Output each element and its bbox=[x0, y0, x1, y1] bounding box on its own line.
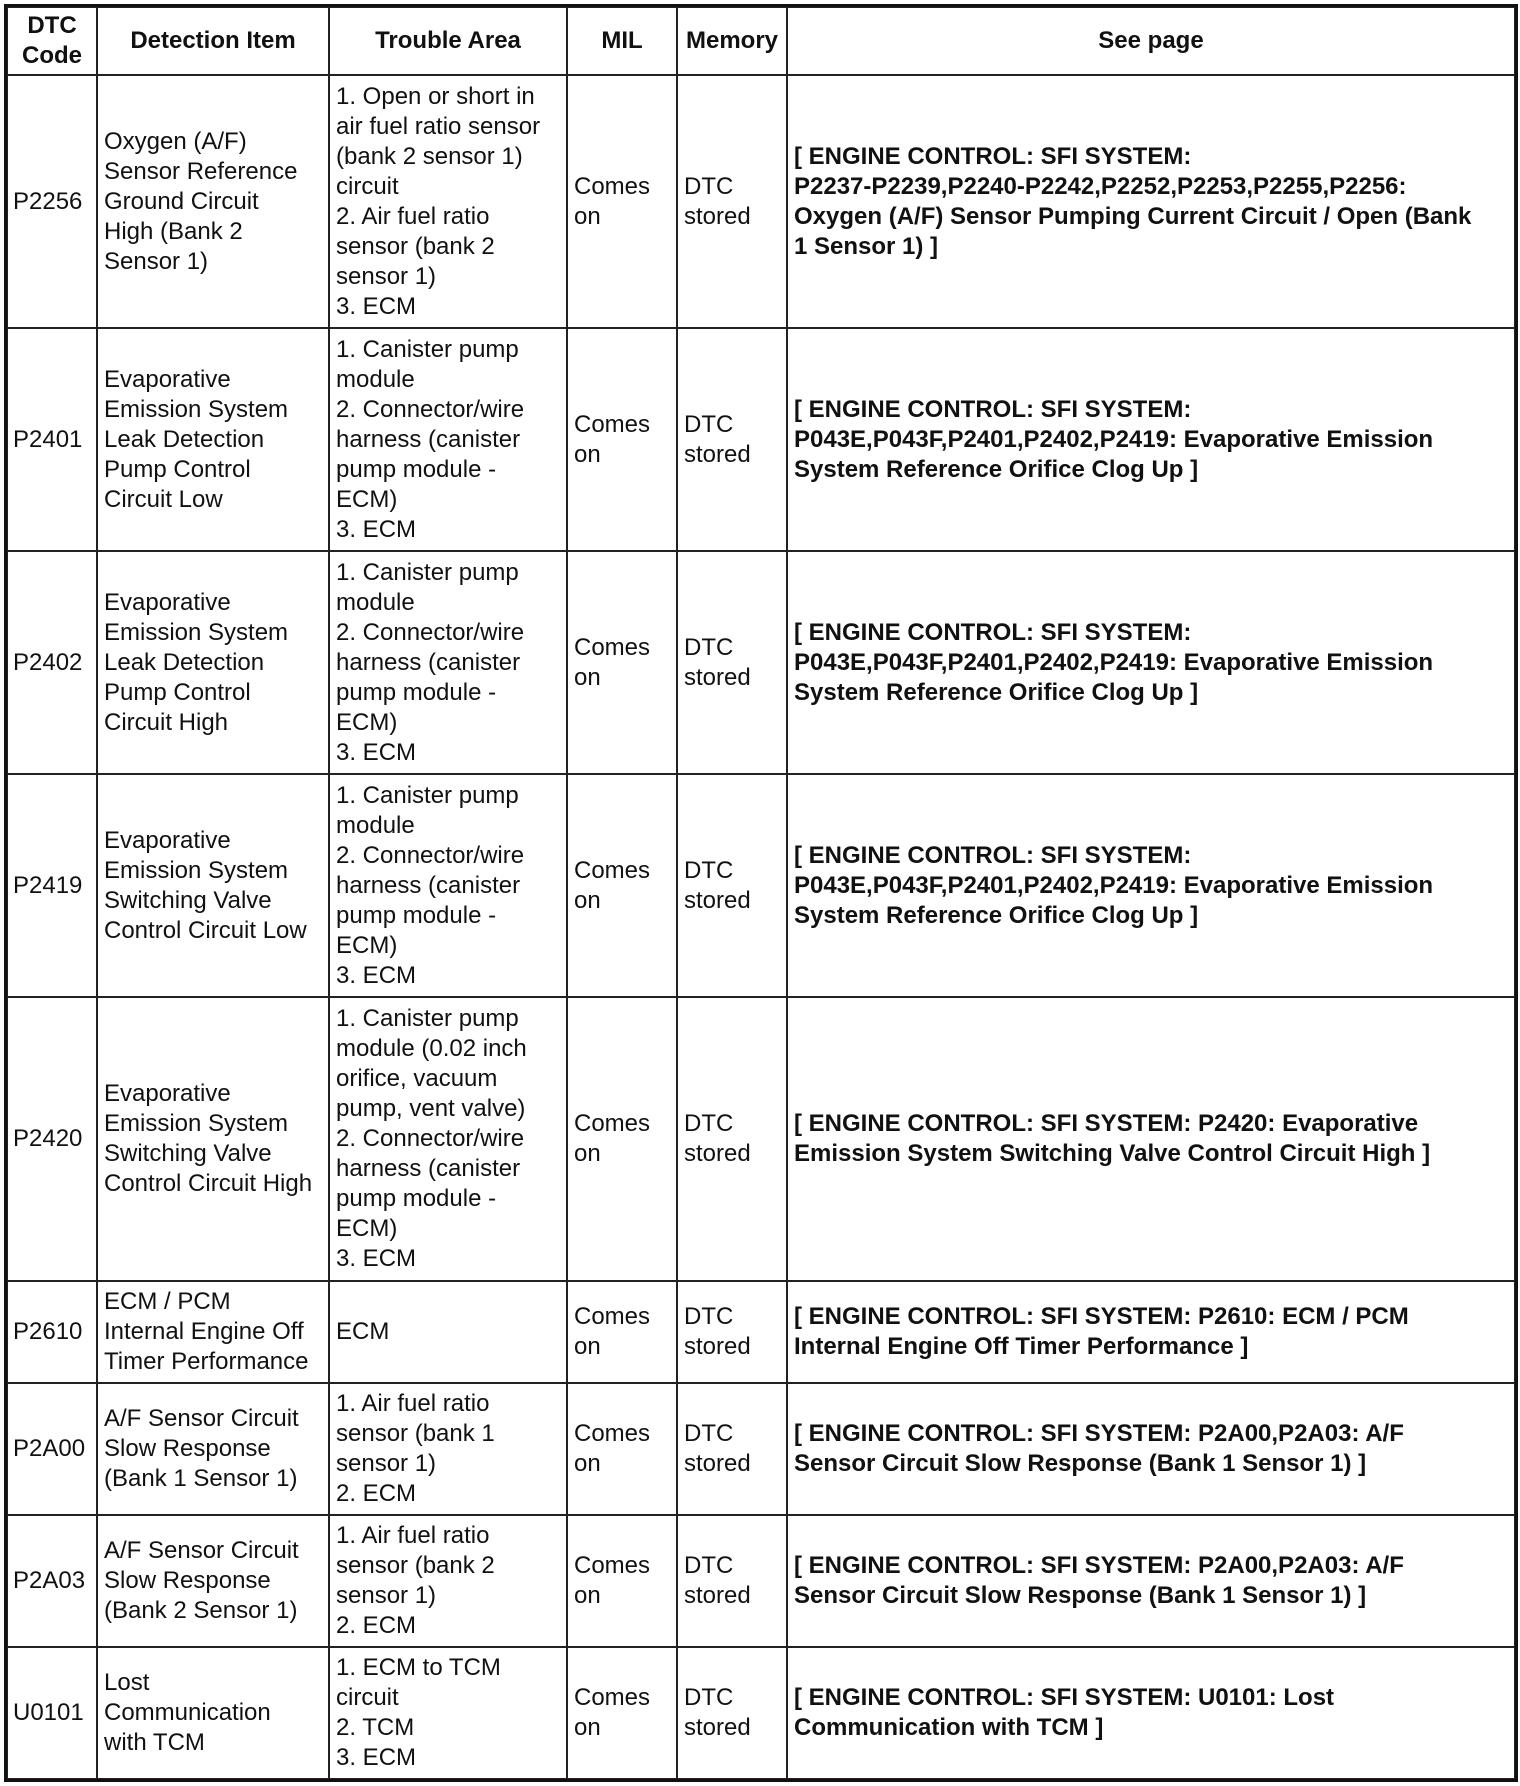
detection-item-cell: ECM / PCM Internal Engine Off Timer Performance bbox=[97, 1281, 329, 1383]
dtc-code-cell: P2A00 bbox=[7, 1383, 97, 1515]
detection-item-cell: Lost Communication with TCM bbox=[97, 1647, 329, 1779]
trouble-area-cell: 1. Open or short in air fuel ratio sensor (bank 2 sensor 1) circuit 2. Air fuel ratio sensor (bank 2 sensor 1) 3. ECM bbox=[329, 75, 567, 328]
dtc-table bbox=[6, 6, 1516, 1780]
header-detection-item: Detection Item bbox=[97, 7, 329, 75]
mil-cell: Comes on bbox=[567, 1515, 677, 1647]
table-row bbox=[7, 328, 1515, 551]
detection-item-cell: A/F Sensor Circuit Slow Response (Bank 1 Sensor 1) bbox=[97, 1383, 329, 1515]
see-page-link[interactable]: [ ENGINE CONTROL: SFI SYSTEM: P2A00,P2A03: A/F Sensor Circuit Slow Response (Bank 1 Sensor 1) ] bbox=[787, 1383, 1515, 1515]
mil-cell: Comes on bbox=[567, 551, 677, 774]
memory-cell: DTC stored bbox=[677, 1281, 787, 1383]
trouble-area-cell: 1. Canister pump module 2. Connector/wire harness (canister pump module - ECM) 3. ECM bbox=[329, 328, 567, 551]
trouble-area-cell: 1. ECM to TCM circuit 2. TCM 3. ECM bbox=[329, 1647, 567, 1779]
mil-cell: Comes on bbox=[567, 1647, 677, 1779]
detection-item-cell: Evaporative Emission System Leak Detection Pump Control Circuit High bbox=[97, 551, 329, 774]
table-row bbox=[7, 551, 1515, 774]
see-page-link[interactable]: [ ENGINE CONTROL: SFI SYSTEM: U0101: Lost Communication with TCM ] bbox=[787, 1647, 1515, 1779]
header-mil: MIL bbox=[567, 7, 677, 75]
header-see-page: See page bbox=[787, 7, 1515, 75]
dtc-code-cell: U0101 bbox=[7, 1647, 97, 1779]
trouble-area-cell: 1. Canister pump module 2. Connector/wire harness (canister pump module - ECM) 3. ECM bbox=[329, 551, 567, 774]
mil-cell: Comes on bbox=[567, 1281, 677, 1383]
trouble-area-cell: 1. Air fuel ratio sensor (bank 1 sensor 1) 2. ECM bbox=[329, 1383, 567, 1515]
trouble-area-cell: ECM bbox=[329, 1281, 567, 1383]
memory-cell: DTC stored bbox=[677, 328, 787, 551]
see-page-link[interactable]: [ ENGINE CONTROL: SFI SYSTEM: P043E,P043F,P2401,P2402,P2419: Evaporative Emission System Reference Orifice Clog Up ] bbox=[787, 551, 1515, 774]
table-row bbox=[7, 1515, 1515, 1647]
table-body bbox=[7, 75, 1515, 1779]
memory-cell: DTC stored bbox=[677, 551, 787, 774]
memory-cell: DTC stored bbox=[677, 997, 787, 1281]
dtc-code-cell: P2610 bbox=[7, 1281, 97, 1383]
detection-item-cell: Oxygen (A/F) Sensor Reference Ground Circuit High (Bank 2 Sensor 1) bbox=[97, 75, 329, 328]
trouble-area-cell: 1. Air fuel ratio sensor (bank 2 sensor 1) 2. ECM bbox=[329, 1515, 567, 1647]
trouble-area-cell: 1. Canister pump module (0.02 inch orifice, vacuum pump, vent valve) 2. Connector/wire harness (canister pump module - ECM) 3. ECM bbox=[329, 997, 567, 1281]
see-page-link[interactable]: [ ENGINE CONTROL: SFI SYSTEM: P2237-P2239,P2240-P2242,P2252,P2253,P2255,P2256: Oxygen (A/F) Sensor Pumping Current Circuit / Open (Bank 1 Sensor 1) ] bbox=[787, 75, 1515, 328]
see-page-link[interactable]: [ ENGINE CONTROL: SFI SYSTEM: P2A00,P2A03: A/F Sensor Circuit Slow Response (Bank 1 Sensor 1) ] bbox=[787, 1515, 1515, 1647]
dtc-code-cell: P2420 bbox=[7, 997, 97, 1281]
dtc-code-cell: P2A03 bbox=[7, 1515, 97, 1647]
detection-item-cell: Evaporative Emission System Switching Valve Control Circuit High bbox=[97, 997, 329, 1281]
detection-item-cell: Evaporative Emission System Leak Detection Pump Control Circuit Low bbox=[97, 328, 329, 551]
mil-cell: Comes on bbox=[567, 1383, 677, 1515]
table-row bbox=[7, 1383, 1515, 1515]
header-row bbox=[7, 7, 1515, 75]
see-page-link[interactable]: [ ENGINE CONTROL: SFI SYSTEM: P2610: ECM / PCM Internal Engine Off Timer Performance ] bbox=[787, 1281, 1515, 1383]
mil-cell: Comes on bbox=[567, 75, 677, 328]
dtc-code-cell: P2419 bbox=[7, 774, 97, 997]
see-page-link[interactable]: [ ENGINE CONTROL: SFI SYSTEM: P2420: Evaporative Emission System Switching Valve Control Circuit High ] bbox=[787, 997, 1515, 1281]
header-trouble-area: Trouble Area bbox=[329, 7, 567, 75]
table-row bbox=[7, 1281, 1515, 1383]
table-row bbox=[7, 75, 1515, 328]
memory-cell: DTC stored bbox=[677, 774, 787, 997]
dtc-code-cell: P2401 bbox=[7, 328, 97, 551]
detection-item-cell: Evaporative Emission System Switching Valve Control Circuit Low bbox=[97, 774, 329, 997]
table-row bbox=[7, 774, 1515, 997]
memory-cell: DTC stored bbox=[677, 1515, 787, 1647]
detection-item-cell: A/F Sensor Circuit Slow Response (Bank 2 Sensor 1) bbox=[97, 1515, 329, 1647]
header-memory: Memory bbox=[677, 7, 787, 75]
mil-cell: Comes on bbox=[567, 774, 677, 997]
memory-cell: DTC stored bbox=[677, 75, 787, 328]
dtc-code-cell: P2256 bbox=[7, 75, 97, 328]
trouble-area-cell: 1. Canister pump module 2. Connector/wire harness (canister pump module - ECM) 3. ECM bbox=[329, 774, 567, 997]
mil-cell: Comes on bbox=[567, 997, 677, 1281]
mil-cell: Comes on bbox=[567, 328, 677, 551]
memory-cell: DTC stored bbox=[677, 1647, 787, 1779]
see-page-link[interactable]: [ ENGINE CONTROL: SFI SYSTEM: P043E,P043F,P2401,P2402,P2419: Evaporative Emission System Reference Orifice Clog Up ] bbox=[787, 774, 1515, 997]
memory-cell: DTC stored bbox=[677, 1383, 787, 1515]
table-row bbox=[7, 997, 1515, 1281]
header-dtc-code: DTC Code bbox=[7, 7, 97, 75]
dtc-code-cell: P2402 bbox=[7, 551, 97, 774]
table-row bbox=[7, 1647, 1515, 1779]
see-page-link[interactable]: [ ENGINE CONTROL: SFI SYSTEM: P043E,P043F,P2401,P2402,P2419: Evaporative Emission System Reference Orifice Clog Up ] bbox=[787, 328, 1515, 551]
